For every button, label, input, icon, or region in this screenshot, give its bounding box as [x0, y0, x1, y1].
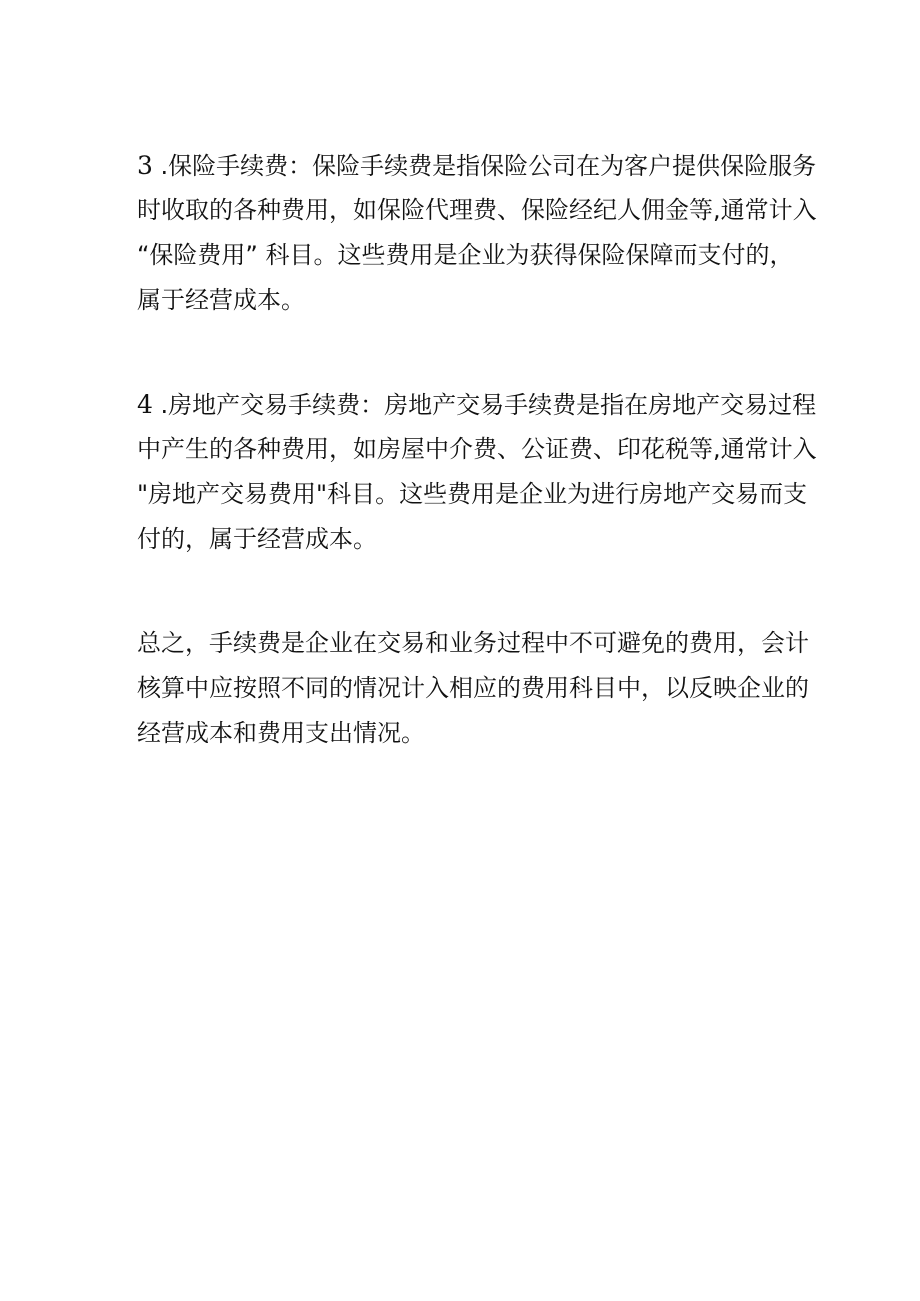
paragraph-insurance-fees — [137, 143, 817, 323]
item-number: 3 — [137, 151, 153, 180]
paragraph-line — [137, 382, 817, 427]
paragraph-line: "房地产交易费用"科目。这些费用是企业为进行房地产交易而支 — [137, 480, 808, 508]
paragraph-real-estate-fees — [137, 382, 817, 562]
paragraph-line: 经营成本和费用支出情况。 — [137, 719, 425, 747]
paragraph-line: 属于经营成本。 — [137, 286, 305, 314]
paragraph-line: 时收取的各种费用，如保险代理费、保险经纪人佣金等,通常计入 — [137, 196, 817, 224]
paragraph-line: 中产生的各种费用，如房屋中介费、公证费、印花税等,通常计入 — [137, 435, 817, 463]
item-number: 4 — [137, 390, 153, 419]
line-text: .房地产交易手续费：房地产交易手续费是指在房地产交易过程 — [152, 391, 817, 419]
paragraph-line: 核算中应按照不同的情况计入相应的费用科目中，以反映企业的 — [137, 674, 809, 702]
paragraph-line — [137, 143, 817, 188]
paragraph-line: 付的，属于经营成本。 — [137, 525, 377, 553]
paragraph-line: 总之，手续费是企业在交易和业务过程中不可避免的费用，会计 — [137, 629, 809, 657]
paragraph-line: “保险费用” 科目。这些费用是企业为获得保险保障而支付的， — [137, 241, 794, 269]
paragraph-summary — [137, 621, 809, 756]
line-text: .保险手续费：保险手续费是指保险公司在为客户提供保险服务 — [152, 152, 817, 180]
